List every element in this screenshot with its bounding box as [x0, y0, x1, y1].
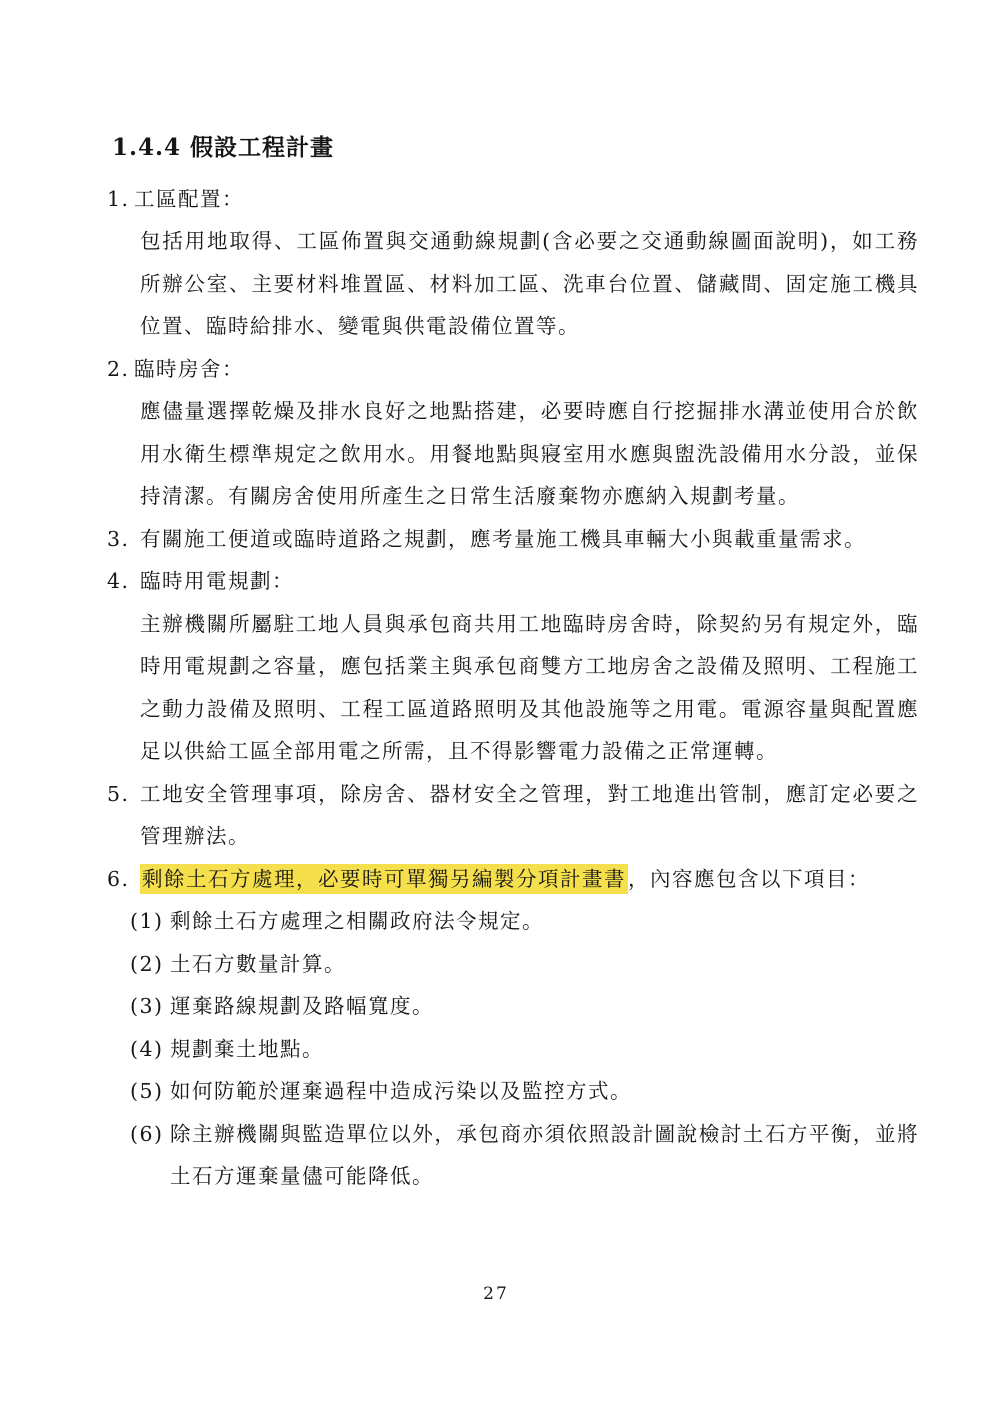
paragraph-line [107, 731, 919, 774]
list-item-5 [107, 773, 919, 816]
paragraph-text: 足以供給工區全部用電之所需，且不得影響電力設備之正常運轉。 [140, 739, 778, 764]
paragraph-text: 主辦機關所屬駐工地人員與承包商共用工地臨時房舍時，除契約另有規定外，臨 [140, 611, 919, 636]
sub-item-text: 土石方運棄量儘可能降低。 [170, 1164, 434, 1189]
sub-item-text: 土石方數量計算。 [170, 951, 346, 976]
list-item-3 [107, 518, 919, 561]
paragraph-line [107, 603, 919, 646]
paragraph-text: 管理辦法。 [140, 824, 250, 849]
paragraph-text: 包括用地取得、工區佈置與交通動線規劃(含必要之交通動線圖面說明)，如工務 [140, 229, 919, 254]
list-item-text: 臨時房舍： [134, 356, 244, 381]
list-item-marker: 6. [107, 866, 130, 891]
sub-item-text: 剩餘土石方處理之相關政府法令規定。 [170, 909, 544, 934]
sub-item-2 [107, 943, 919, 986]
sub-item-text: 規劃棄土地點。 [170, 1036, 324, 1061]
page-heading: 1.4.4 假設工程計畫 [112, 133, 335, 161]
sub-item-marker: (5) [130, 1079, 164, 1104]
paragraph-text: 之動力設備及照明、工程工區道路照明及其他設施等之用電。電源容量與配置應 [140, 696, 919, 721]
sub-item-text: 除主辦機關與監造單位以外，承包商亦須依照設計圖說檢討土石方平衡，並將 [170, 1121, 919, 1146]
list-item-marker: 2. [107, 356, 130, 381]
paragraph-text: 位置、臨時給排水、變電與供電設備位置等。 [140, 314, 580, 339]
paragraph-line [107, 476, 919, 519]
paragraph-line [107, 263, 919, 306]
list-item-text: 工地安全管理事項，除房舍、器材安全之管理，對工地進出管制，應訂定必要之 [140, 781, 919, 806]
paragraph-line [107, 391, 919, 434]
list-item-text [140, 867, 870, 892]
paragraph-text: 用水衛生標準規定之飲用水。用餐地點與寢室用水應與盥洗設備用水分設，並保 [140, 441, 919, 466]
list-item-text: 工區配置： [134, 186, 244, 211]
paragraph-line [107, 816, 919, 859]
list-item-marker: 5. [107, 781, 130, 806]
paragraph-line [107, 306, 919, 349]
sub-item-6 [107, 1113, 919, 1156]
sub-item-continuation [107, 1156, 919, 1199]
highlighted-text: 剩餘土石方處理，必要時可單獨另編製分項計畫書 [140, 864, 628, 894]
paragraph-text: 所辦公室、主要材料堆置區、材料加工區、洗車台位置、儲藏間、固定施工機具 [140, 271, 919, 296]
paragraph-line [107, 688, 919, 731]
list-item-text: 臨時用電規劃： [140, 569, 294, 594]
paragraph-line [107, 221, 919, 264]
list-item-4 [107, 561, 919, 604]
paragraph-line [107, 646, 919, 689]
paragraph-text: 時用電規劃之容量，應包括業主與承包商雙方工地房舍之設備及照明、工程施工 [140, 654, 919, 679]
sub-item-4 [107, 1028, 919, 1071]
paragraph-text: 持清潔。有關房舍使用所產生之日常生活廢棄物亦應納入規劃考量。 [140, 484, 800, 509]
list-item-2 [107, 348, 919, 391]
list-item-text-tail: ，內容應包含以下項目： [628, 866, 870, 891]
sub-item-marker: (2) [130, 951, 164, 976]
paragraph-line [107, 433, 919, 476]
sub-item-5 [107, 1071, 919, 1114]
list-item-1 [107, 178, 919, 221]
sub-item-text: 如何防範於運棄過程中造成污染以及監控方式。 [170, 1079, 632, 1104]
sub-item-marker: (3) [130, 994, 164, 1019]
list-item-text: 有關施工便道或臨時道路之規劃，應考量施工機具車輛大小與載重量需求。 [140, 526, 866, 551]
sub-item-marker: (4) [130, 1036, 164, 1061]
list-item-6 [107, 858, 919, 901]
page-number: 27 [483, 1284, 509, 1304]
sub-item-text: 運棄路線規劃及路幅寬度。 [170, 994, 434, 1019]
sub-item-3 [107, 986, 919, 1029]
paragraph-text: 應儘量選擇乾燥及排水良好之地點搭建，必要時應自行挖掘排水溝並使用合於飲 [140, 399, 919, 424]
list-item-marker: 3. [107, 526, 130, 551]
sub-item-1 [107, 901, 919, 944]
list-item-marker: 1. [107, 186, 130, 211]
list-item-marker: 4. [107, 569, 130, 594]
sub-item-marker: (6) [130, 1121, 164, 1146]
document-body [107, 112, 919, 1198]
sub-item-marker: (1) [130, 909, 164, 934]
